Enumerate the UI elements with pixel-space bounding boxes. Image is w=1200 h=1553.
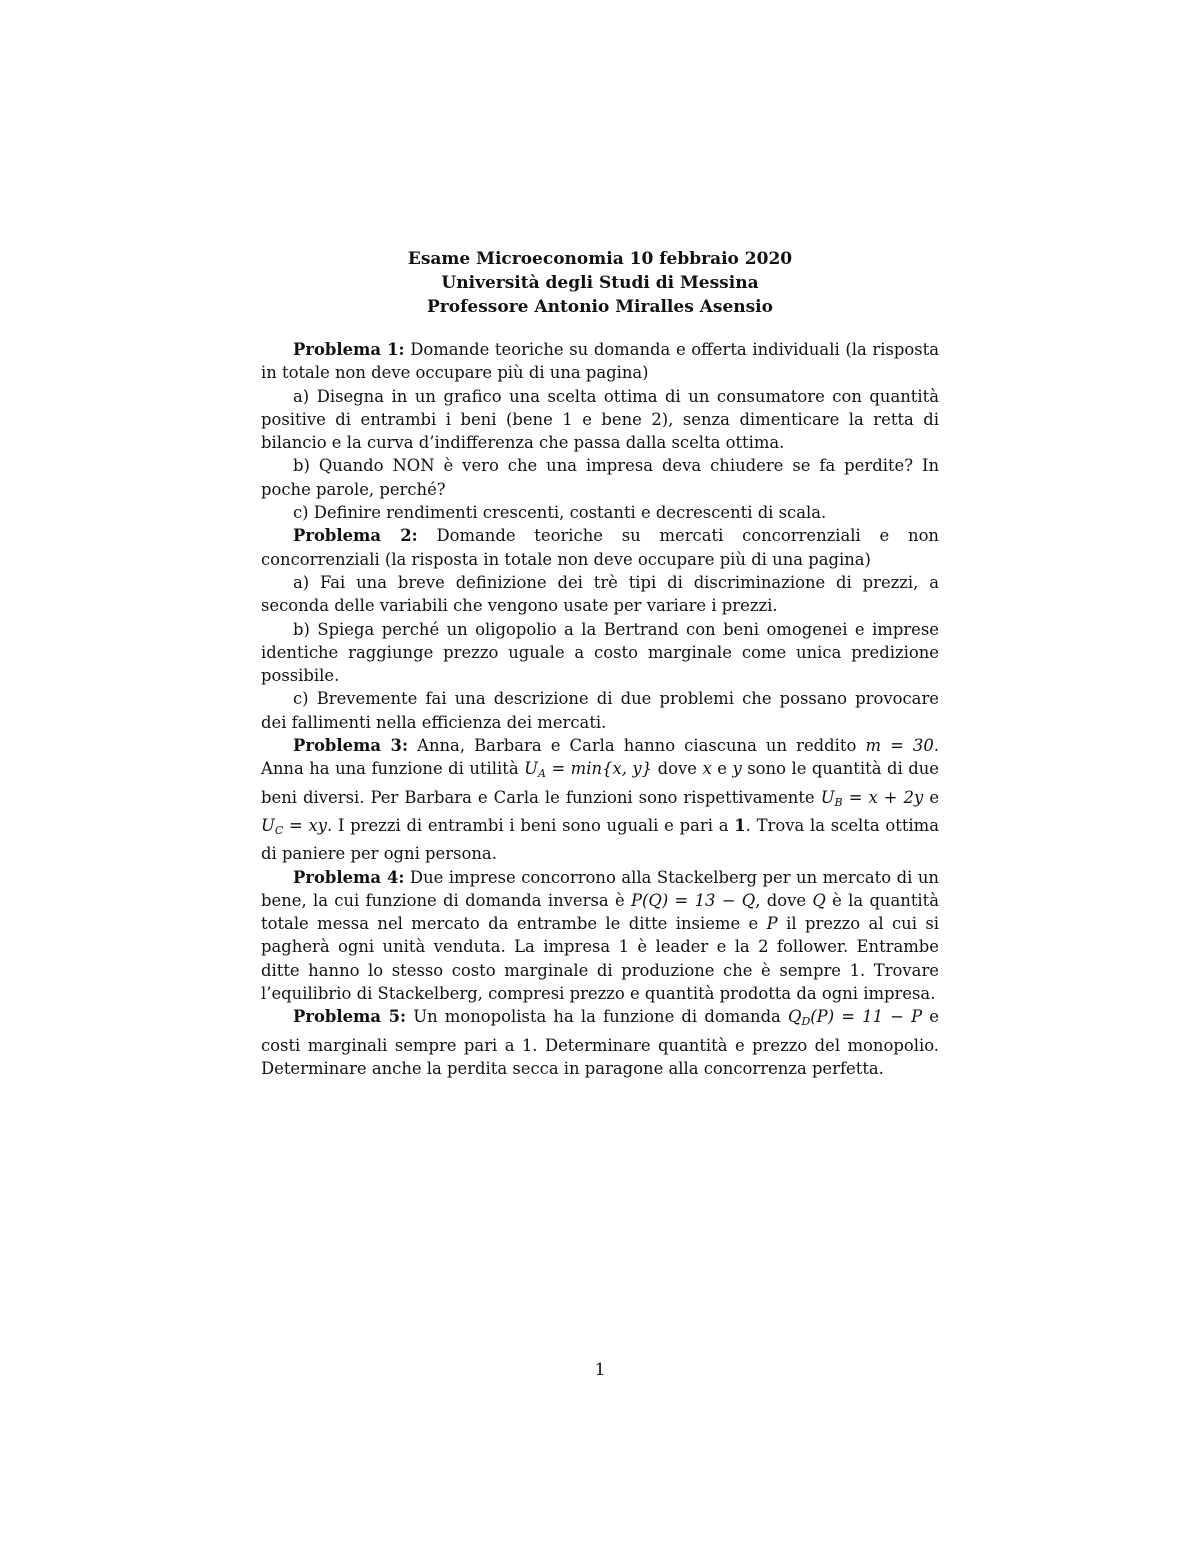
- problem-3-text-8: . Trova la scelta ottima di paniere per ogni persona.: [261, 815, 939, 864]
- page-number: 1: [594, 1360, 606, 1380]
- document-header: [260, 247, 940, 319]
- demand-subscript: D: [801, 1015, 811, 1029]
- problem-3-math-y: y: [732, 759, 742, 779]
- problem-1-item-b: b) Quando NON è vero che una impresa deva chiudere se fa perdite? In poche parole, perché?: [261, 456, 939, 499]
- problem-3-text-5: sono le quantità di due beni diversi. Per Barbara e Carla le funzioni sono rispettivamente: [261, 759, 939, 807]
- problem-4-math-demand: P(Q) = 13 − Q: [630, 890, 756, 910]
- problem-3-text-4: e: [717, 759, 727, 779]
- problem-3-math-income: m = 30: [865, 736, 934, 756]
- problem-4-text-2: , dove: [755, 890, 807, 910]
- problem-4-text-4: il prezzo al cui si pagherà ogni unità venduta. La impresa 1 è leader e la 2 follower. Entrambe ditte hanno lo stesso costo marginale di produzione che è sempre 1. Trovare l’equilibrio di Stackelberg, compresi prezzo e quantità prodotta da ogni impresa.: [261, 914, 940, 1004]
- utility-expression: = xy: [289, 815, 327, 835]
- problem-2-item-c: c) Brevemente fai una descrizione di due problemi che possano provocare dei fallimenti nella efficienza dei mercati.: [261, 689, 939, 732]
- utility-subscript: A: [537, 767, 546, 781]
- problem-4-math-q: Q: [812, 890, 826, 910]
- problem-1-item-a: a) Disegna in un grafico una scelta ottima di un consumatore con quantità positive di entrambi i beni (bene 1 e bene 2), senza dimenticare la retta di bilancio e la curva d’indifferenza che passa dalla scelta ottima.: [261, 386, 939, 453]
- professor-name: Professore Antonio Miralles Asensio: [427, 297, 773, 317]
- problem-3-label: Problema 3:: [293, 736, 409, 756]
- problem-5-label: Problema 5:: [293, 1007, 407, 1027]
- demand-expression: (P) = 11 − P: [810, 1007, 923, 1027]
- document-body: [261, 338, 939, 1080]
- exam-title: Esame Microeconomia 10 febbraio 2020: [407, 249, 793, 269]
- problem-2-intro-text: Domande teoriche su mercati concorrenziali e non concorrenziali (la risposta in totale non deve occupare più di una pagina): [261, 526, 939, 569]
- utility-subscript: B: [834, 795, 843, 809]
- problem-3: [261, 734, 939, 865]
- problem-4-math-p: P: [766, 914, 778, 934]
- utility-subscript: C: [274, 823, 284, 837]
- university-name: Università degli Studi di Messina: [441, 273, 759, 293]
- problem-1-intro: [261, 338, 939, 385]
- problem-3-text-7: . I prezzi di entrambi i beni sono uguali e pari a: [326, 815, 729, 835]
- problem-5-text-1: Un monopolista ha la funzione di domanda: [413, 1007, 781, 1027]
- problem-4: [261, 866, 939, 1006]
- problem-4-label: Problema 4:: [293, 867, 405, 887]
- problem-2-item-a: a) Fai una breve definizione dei trè tipi di discriminazione di prezzi, a seconda delle variabili che vengono usate per variare i prezzi.: [261, 572, 939, 616]
- problem-3-text-6: e: [929, 787, 940, 807]
- utility-symbol: U: [261, 815, 275, 835]
- problem-3-math-utility-b: [821, 788, 924, 807]
- problem-2-intro: [261, 524, 939, 571]
- problem-3-math-price: 1: [734, 815, 746, 835]
- problem-5-math-demand: [788, 1007, 923, 1029]
- problem-1-intro-text: Domande teoriche su domanda e offerta individuali (la risposta in totale non deve occupare più di una pagina): [261, 340, 939, 383]
- problem-2-label: Problema 2:: [293, 526, 418, 546]
- utility-expression: = x + 2y: [848, 787, 924, 807]
- problem-5: [261, 1005, 939, 1080]
- problem-5-text-2: e costi marginali sempre pari a 1. Determinare quantità e prezzo del monopolio. Determinare anche la perdita secca in paragone alla concorrenza perfetta.: [261, 1007, 939, 1078]
- demand-symbol: Q: [788, 1007, 802, 1027]
- problem-3-text-2: . Anna ha una funzione di utilità: [261, 736, 939, 779]
- problem-4-text-1: Due imprese concorrono alla Stackelberg per un mercato di un bene, la cui funzione di domanda inversa è: [261, 867, 939, 910]
- problem-2-item-b: b) Spiega perché un oligopolio a la Bertrand con beni omogenei e imprese identiche raggiunge prezzo uguale a costo marginale come unica predizione possibile.: [261, 619, 939, 686]
- problem-3-text-3: dove: [657, 759, 697, 779]
- utility-symbol: U: [820, 787, 835, 807]
- problem-1-label: Problema 1:: [293, 340, 405, 359]
- problem-3-text-1: Anna, Barbara e Carla hanno ciascuna un reddito: [417, 736, 857, 756]
- utility-symbol: U: [524, 759, 538, 779]
- problem-3-math-utility-a: [524, 759, 653, 781]
- problem-3-math-utility-c: [261, 816, 327, 835]
- utility-expression: = min{x, y}: [551, 759, 653, 779]
- problem-3-math-x: x: [702, 759, 712, 779]
- problem-1-item-c: c) Definire rendimenti crescenti, costanti e decrescenti di scala.: [293, 503, 827, 523]
- problem-4-text-3: è la quantità totale messa nel mercato da entrambe le ditte insieme e: [261, 890, 940, 934]
